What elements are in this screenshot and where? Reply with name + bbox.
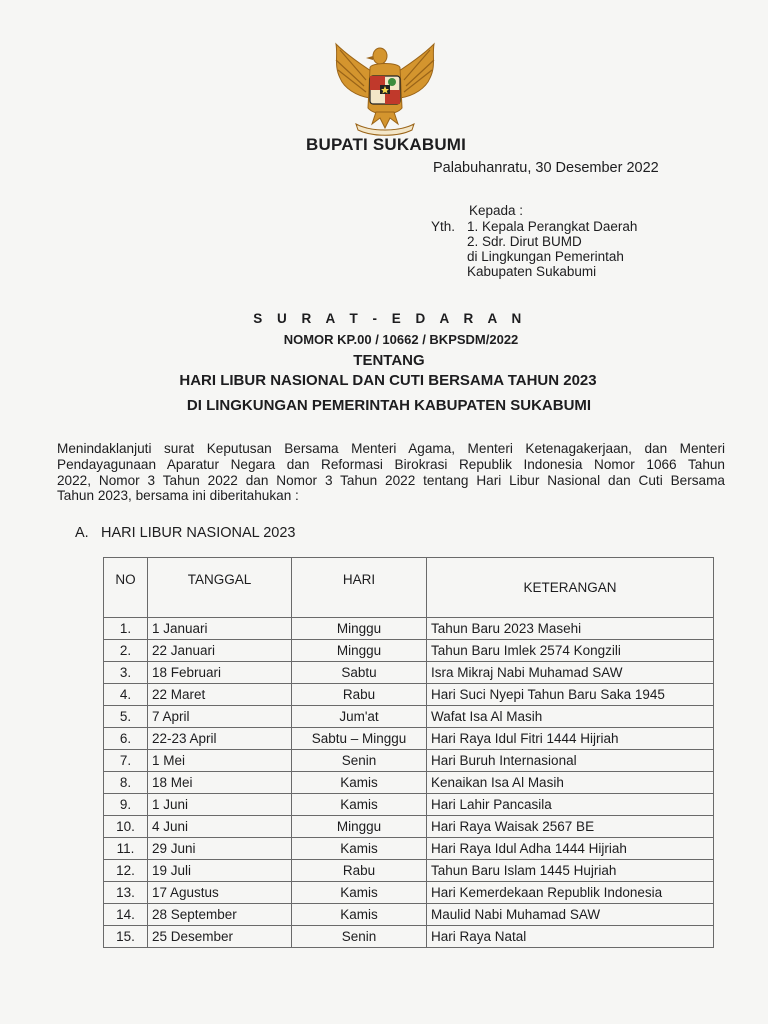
cell-tanggal: 18 Februari <box>148 662 292 684</box>
cell-hari: Kamis <box>292 882 427 904</box>
table-row <box>104 706 714 728</box>
cell-keterangan: Wafat Isa Al Masih <box>427 706 714 728</box>
cell-hari: Sabtu <box>292 662 427 684</box>
cell-keterangan: Kenaikan Isa Al Masih <box>427 772 714 794</box>
intro-line: 2022, Nomor 3 Tahun 2022 dan Nomor 3 Tahun 2022 tentang Hari Libur Nasional dan Cuti Bersama <box>57 472 725 488</box>
cell-hari: Kamis <box>292 904 427 926</box>
section-letter: A. <box>75 525 89 541</box>
addressee-yth: Yth. <box>431 219 456 234</box>
letter-type: S U R A T - E D A R A N <box>253 311 527 326</box>
addressee-kepada: Kepada : <box>469 203 524 218</box>
cell-no: 2. <box>104 640 148 662</box>
cell-tanggal: 28 September <box>148 904 292 926</box>
cell-no: 3. <box>104 662 148 684</box>
section-title: HARI LIBUR NASIONAL 2023 <box>101 525 296 541</box>
letter-tentang: TENTANG <box>353 352 425 369</box>
table-row <box>104 772 714 794</box>
addressee-line: Kabupaten Sukabumi <box>467 264 597 279</box>
cell-tanggal: 29 Juni <box>148 838 292 860</box>
cell-hari: Kamis <box>292 772 427 794</box>
header-keterangan: KETERANGAN <box>427 558 714 618</box>
cell-no: 5. <box>104 706 148 728</box>
cell-keterangan: Hari Raya Waisak 2567 BE <box>427 816 714 838</box>
cell-tanggal: 19 Juli <box>148 860 292 882</box>
letter-number: NOMOR KP.00 / 10662 / BKPSDM/2022 <box>283 332 519 347</box>
table-row <box>104 882 714 904</box>
table-row <box>104 728 714 750</box>
cell-hari: Jum'at <box>292 706 427 728</box>
intro-paragraph <box>57 441 725 504</box>
cell-keterangan: Hari Raya Natal <box>427 926 714 948</box>
cell-keterangan: Hari Suci Nyepi Tahun Baru Saka 1945 <box>427 684 714 706</box>
cell-tanggal: 25 Desember <box>148 926 292 948</box>
addressee-line: 2. Sdr. Dirut BUMD <box>467 234 582 249</box>
table-row <box>104 750 714 772</box>
table-row <box>104 618 714 640</box>
cell-no: 13. <box>104 882 148 904</box>
cell-hari: Minggu <box>292 640 427 662</box>
cell-no: 7. <box>104 750 148 772</box>
table-row <box>104 838 714 860</box>
place-date: Palabuhanratu, 30 Desember 2022 <box>433 160 659 176</box>
table-row <box>104 684 714 706</box>
cell-no: 11. <box>104 838 148 860</box>
letter-subject-line: HARI LIBUR NASIONAL DAN CUTI BERSAMA TAHUN 2023 <box>179 372 597 389</box>
header-tanggal: TANGGAL <box>148 558 292 618</box>
table-row <box>104 662 714 684</box>
table-header-row <box>104 558 714 618</box>
cell-keterangan: Hari Kemerdekaan Republik Indonesia <box>427 882 714 904</box>
intro-line: Menindaklanjuti surat Keputusan Bersama Menteri Agama, Menteri Ketenagakerjaan, dan Menteri <box>57 441 725 456</box>
cell-no: 4. <box>104 684 148 706</box>
section-a-heading <box>75 525 295 541</box>
table-row <box>104 904 714 926</box>
holiday-table <box>103 557 714 948</box>
cell-hari: Kamis <box>292 838 427 860</box>
cell-no: 9. <box>104 794 148 816</box>
header-no: NO <box>104 558 148 618</box>
regent-title: BUPATI SUKABUMI <box>306 135 467 154</box>
cell-tanggal: 7 April <box>148 706 292 728</box>
cell-no: 1. <box>104 618 148 640</box>
cell-hari: Kamis <box>292 794 427 816</box>
letter-subject-line: DI LINGKUNGAN PEMERINTAH KABUPATEN SUKABUMI <box>186 397 592 414</box>
cell-hari: Rabu <box>292 684 427 706</box>
cell-no: 10. <box>104 816 148 838</box>
cell-keterangan: Tahun Baru 2023 Masehi <box>427 618 714 640</box>
cell-tanggal: 18 Mei <box>148 772 292 794</box>
table-row <box>104 816 714 838</box>
header-hari: HARI <box>292 558 427 618</box>
cell-hari: Senin <box>292 750 427 772</box>
cell-keterangan: Hari Buruh Internasional <box>427 750 714 772</box>
addressee-line: di Lingkungan Pemerintah <box>467 249 624 264</box>
cell-keterangan: Tahun Baru Islam 1445 Hujriah <box>427 860 714 882</box>
cell-keterangan: Hari Raya Idul Adha 1444 Hijriah <box>427 838 714 860</box>
cell-tanggal: 4 Juni <box>148 816 292 838</box>
cell-tanggal: 22 Maret <box>148 684 292 706</box>
cell-keterangan: Maulid Nabi Muhamad SAW <box>427 904 714 926</box>
cell-tanggal: 22 Januari <box>148 640 292 662</box>
cell-hari: Minggu <box>292 816 427 838</box>
cell-hari: Sabtu – Minggu <box>292 728 427 750</box>
cell-no: 8. <box>104 772 148 794</box>
cell-tanggal: 1 Mei <box>148 750 292 772</box>
cell-hari: Senin <box>292 926 427 948</box>
addressee-line: 1. Kepala Perangkat Daerah <box>467 219 638 234</box>
table-body <box>104 618 714 948</box>
cell-hari: Rabu <box>292 860 427 882</box>
cell-keterangan: Isra Mikraj Nabi Muhamad SAW <box>427 662 714 684</box>
cell-keterangan: Hari Lahir Pancasila <box>427 794 714 816</box>
cell-tanggal: 17 Agustus <box>148 882 292 904</box>
cell-keterangan: Tahun Baru Imlek 2574 Kongzili <box>427 640 714 662</box>
table-row <box>104 640 714 662</box>
cell-no: 6. <box>104 728 148 750</box>
cell-hari: Minggu <box>292 618 427 640</box>
intro-line: Tahun 2023, bersama ini diberitahukan : <box>57 488 299 504</box>
cell-no: 14. <box>104 904 148 926</box>
cell-tanggal: 22-23 April <box>148 728 292 750</box>
cell-keterangan: Hari Raya Idul Fitri 1444 Hijriah <box>427 728 714 750</box>
cell-no: 15. <box>104 926 148 948</box>
garuda-pancasila-emblem-icon <box>326 38 444 138</box>
table-row <box>104 926 714 948</box>
table-row <box>104 794 714 816</box>
cell-tanggal: 1 Januari <box>148 618 292 640</box>
cell-tanggal: 1 Juni <box>148 794 292 816</box>
cell-no: 12. <box>104 860 148 882</box>
table-row <box>104 860 714 882</box>
intro-line: Pendayagunaan Aparatur Negara dan Reformasi Birokrasi Republik Indonesia Nomor 1066 Tahun <box>57 456 725 472</box>
